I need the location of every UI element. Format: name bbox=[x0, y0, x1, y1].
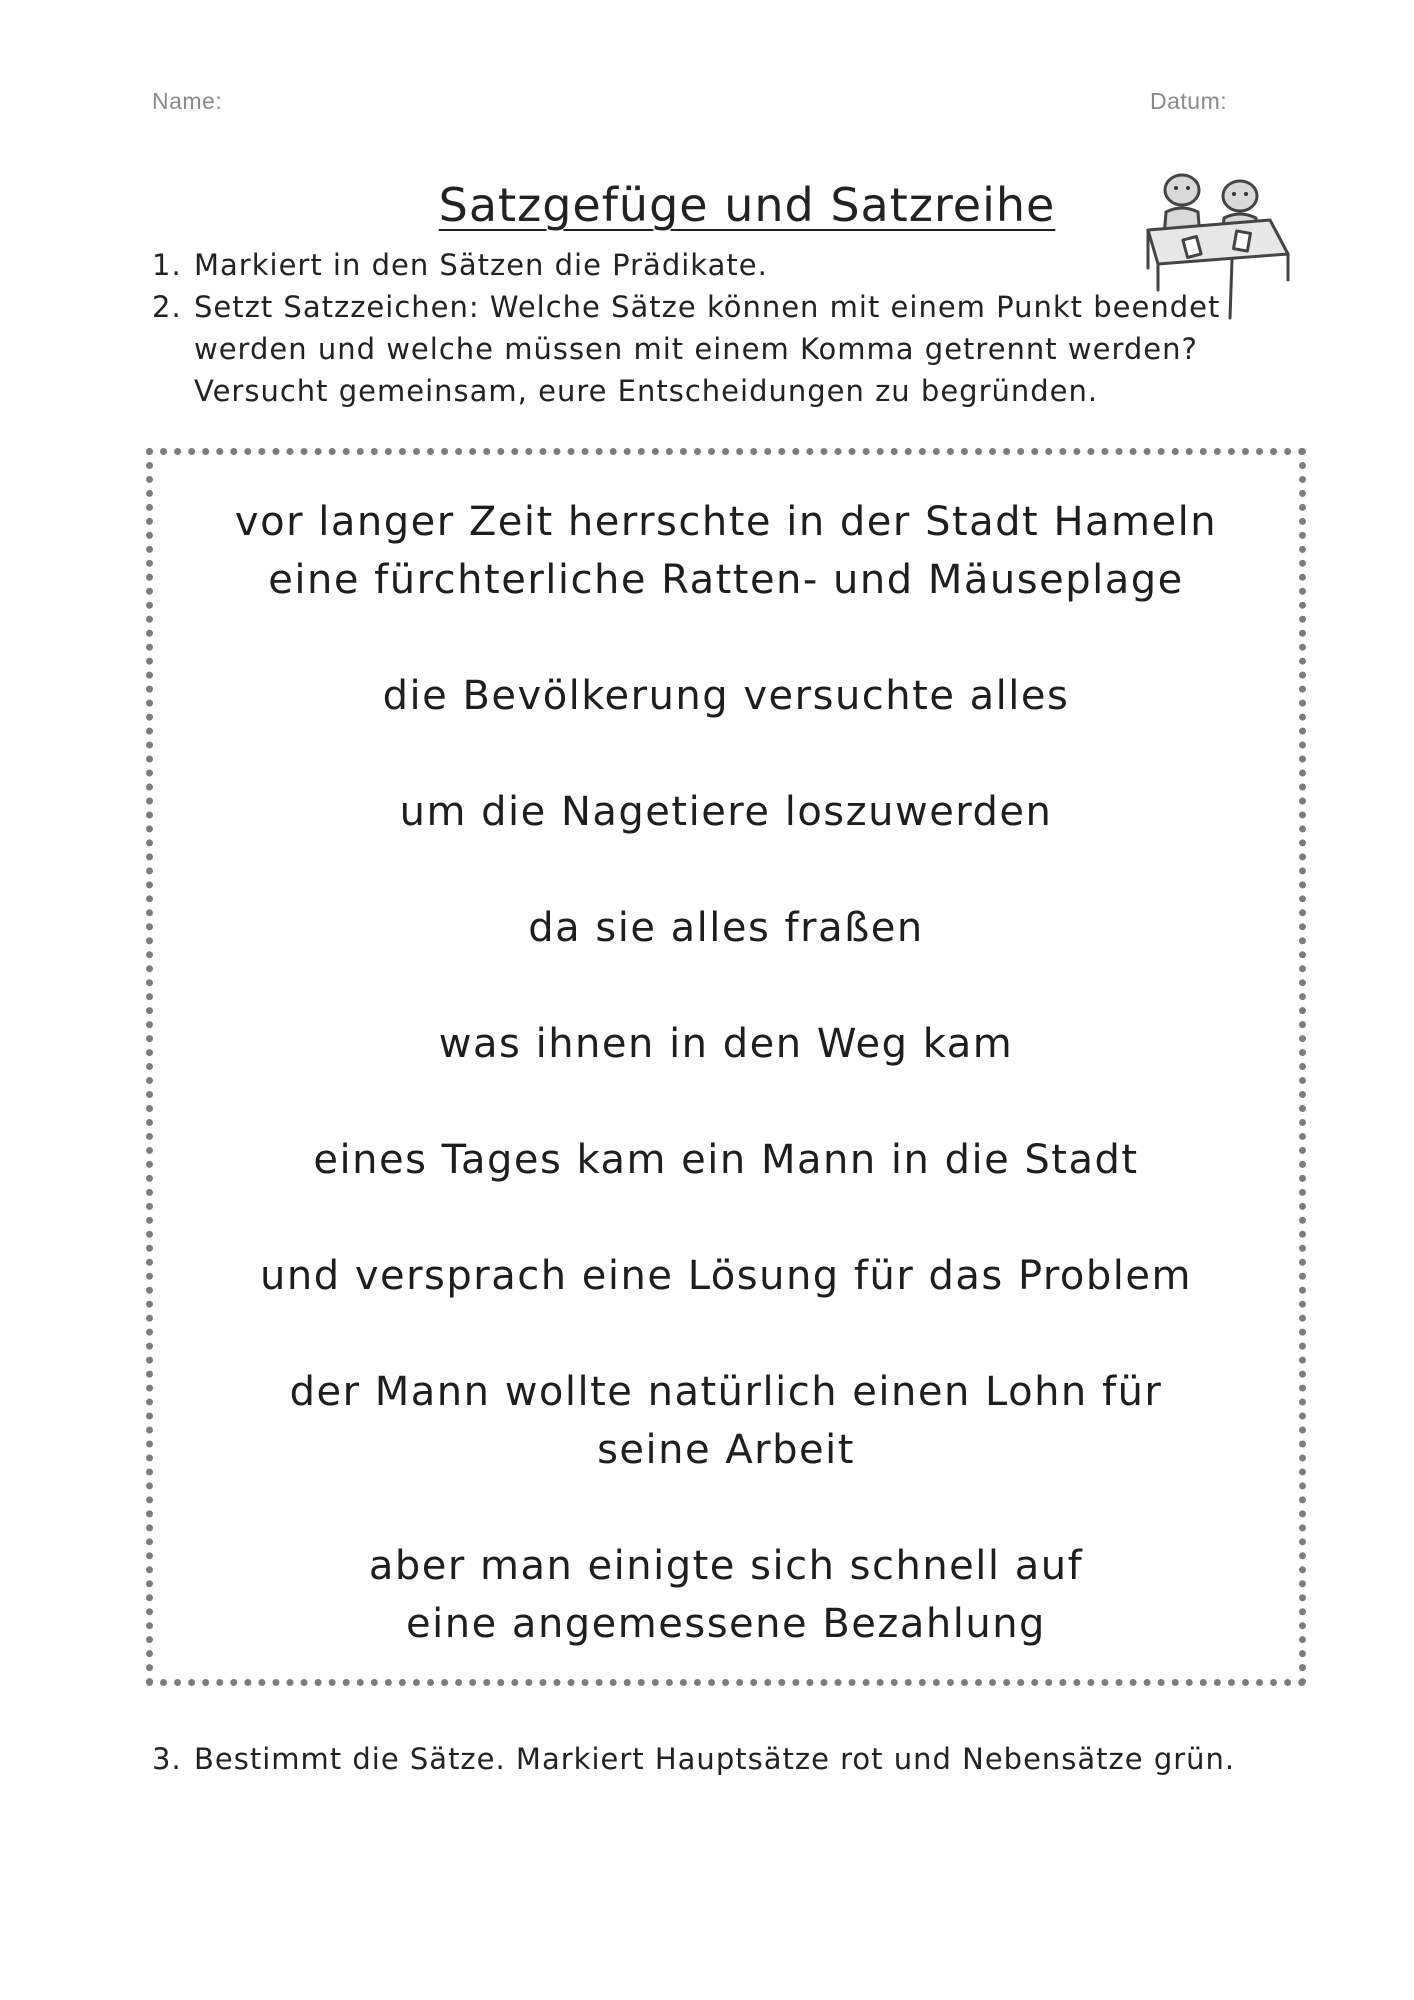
date-label: Datum: bbox=[1150, 88, 1228, 114]
task-text: Setzt Satzzeichen: Welche Sätze können mit einem Punkt beendet werden und welche müssen mit einem Komma getrennt werden? Versucht gemeinsam, eure Entscheidungen zu begründen. bbox=[194, 290, 1221, 408]
sentence-3: um die Nagetiere loszuwerden bbox=[399, 789, 1053, 835]
task-3 bbox=[152, 1738, 1262, 1828]
task-number: 2. bbox=[152, 290, 182, 324]
task-1 bbox=[152, 244, 1252, 286]
task-text: Bestimmt die Sätze. Markiert Hauptsätze rot und Nebensätze grün. bbox=[194, 1742, 1236, 1776]
sentence-2: die Bevölkerung versuchte alles bbox=[382, 673, 1070, 719]
task-number: 1. bbox=[152, 248, 182, 282]
task-text: Markiert in den Sätzen die Prädikate. bbox=[194, 248, 768, 282]
sentence-4: da sie alles fraßen bbox=[528, 905, 924, 951]
sentence-5: was ihnen in den Weg kam bbox=[438, 1021, 1014, 1067]
sentence-9: aber man einigte sich schnell auf eine angemessene Bezahlung bbox=[368, 1543, 1084, 1647]
sentence-7: und versprach eine Lösung für das Problem bbox=[260, 1253, 1192, 1299]
sentence-8: der Mann wollte natürlich einen Lohn für seine Arbeit bbox=[289, 1369, 1163, 1473]
worksheet-title: Satzgefüge und Satzreihe bbox=[438, 178, 1056, 232]
sentence-box bbox=[146, 448, 1306, 1686]
name-label: Name: bbox=[152, 88, 223, 114]
task-number: 3. bbox=[152, 1742, 182, 1776]
task-2 bbox=[152, 286, 1302, 416]
sentence-1: vor langer Zeit herrschte in der Stadt Hameln eine fürchterliche Ratten- und Mäuseplage bbox=[234, 499, 1218, 603]
sentence-6: eines Tages kam ein Mann in die Stadt bbox=[313, 1137, 1139, 1183]
